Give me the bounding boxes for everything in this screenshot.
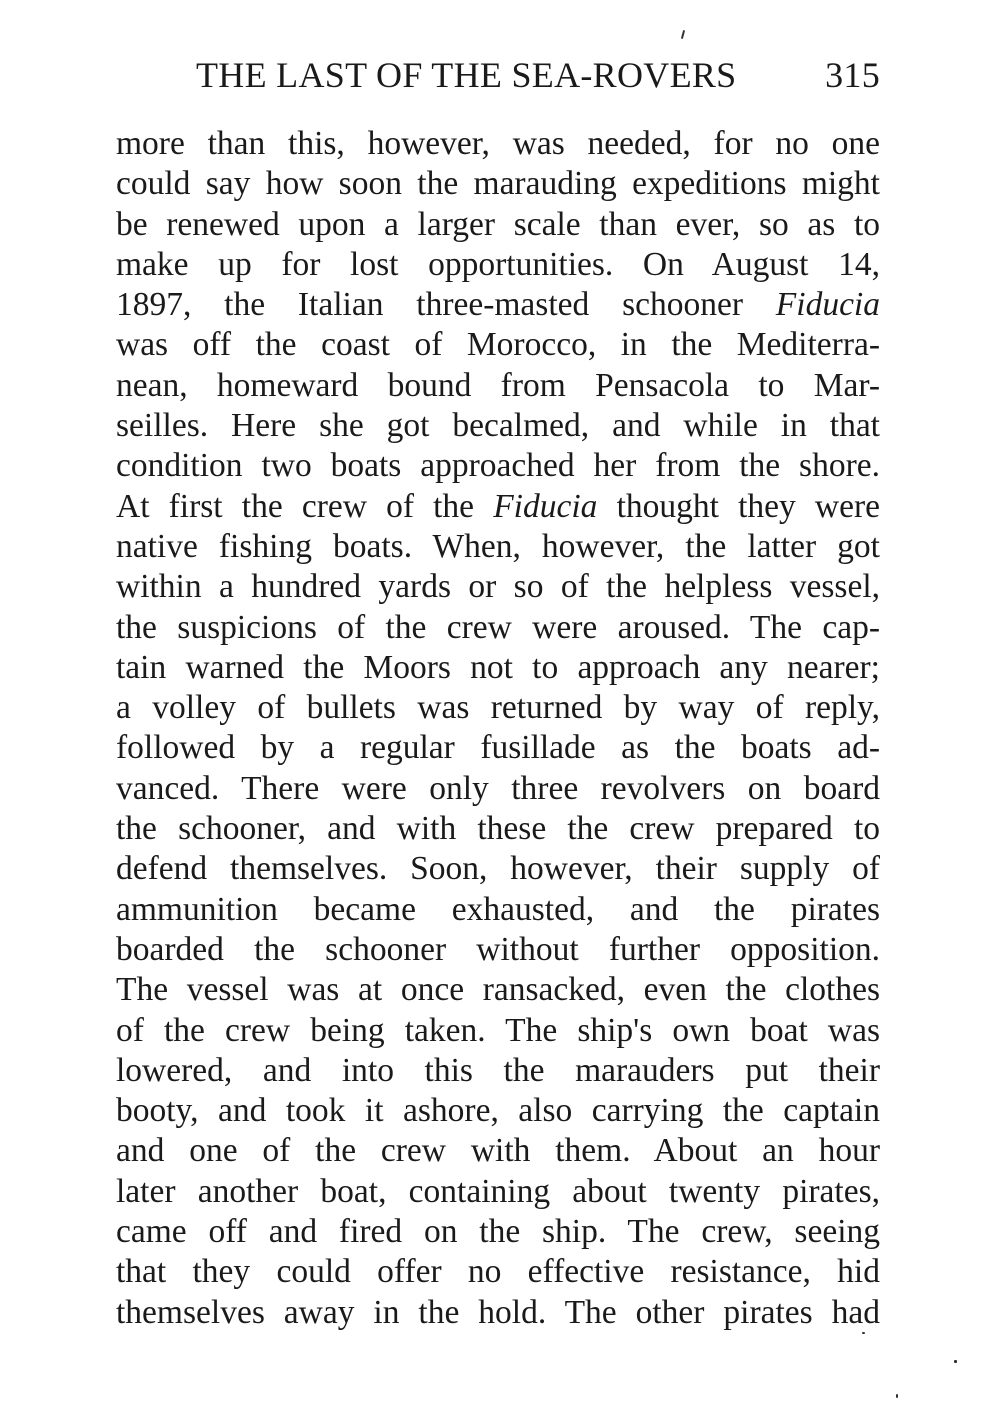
text-line: condition two boats approached her from the shore. [116, 447, 880, 485]
body-text [116, 124, 880, 1333]
text-line: be renewed upon a larger scale than ever, so as to [116, 205, 880, 243]
text-line: and one of the crew with them. About an hour [116, 1132, 880, 1170]
text-line: seilles. Here she got becalmed, and while in that [116, 407, 880, 445]
text-line: At first the crew of the Fiducia thought they were [116, 487, 880, 525]
text-line: later another boat, containing about twenty pirates, [116, 1172, 880, 1210]
text-line: could say how soon the marauding expeditions might [116, 165, 880, 203]
ship-name: Fiducia [775, 286, 880, 324]
text-line: the suspicions of the crew were aroused. The cap- [116, 608, 880, 646]
scan-speck [862, 1332, 865, 1334]
text-line: of the crew being taken. The ship's own boat was [116, 1011, 880, 1049]
text-line: boarded the schooner without further opposition. [116, 930, 880, 968]
text-line: followed by a regular fusillade as the boats ad- [116, 729, 880, 767]
text-line: make up for lost opportunities. On August 14, [116, 245, 880, 283]
scan-speck [954, 1360, 957, 1363]
text-line: booty, and took it ashore, also carrying the captain [116, 1092, 880, 1130]
text-line: lowered, and into this the marauders put their [116, 1051, 880, 1089]
text-line: the schooner, and with these the crew prepared to [116, 810, 880, 848]
page-number: 315 [825, 55, 880, 95]
text-line: was off the coast of Morocco, in the Mediterra- [116, 326, 880, 364]
ship-name: Fiducia [493, 487, 598, 525]
text-line: 1897, the Italian three-masted schooner Fiducia [116, 286, 880, 324]
text-line: within a hundred yards or so of the helpless vessel, [116, 568, 880, 606]
text-line: The vessel was at once ransacked, even the clothes [116, 971, 880, 1009]
text-line: ammunition became exhausted, and the pirates [116, 890, 880, 928]
text-line: a volley of bullets was returned by way of reply, [116, 689, 880, 727]
text-line: native fishing boats. When, however, the latter got [116, 527, 880, 565]
text-line: nean, homeward bound from Pensacola to Mar- [116, 366, 880, 404]
text-line: came off and fired on the ship. The crew, seeing [116, 1213, 880, 1251]
text-line: defend themselves. Soon, however, their supply of [116, 850, 880, 888]
scan-speck [681, 30, 685, 39]
text-line: more than this, however, was needed, for no one [116, 125, 880, 162]
text-line: vanced. There were only three revolvers on board [116, 769, 880, 807]
text-line: themselves away in the hold. The other pirates had [116, 1293, 880, 1331]
running-title: THE LAST OF THE SEA-ROVERS [196, 55, 737, 95]
scan-speck [896, 1394, 898, 1398]
text-line: that they could offer no effective resistance, hid [116, 1253, 880, 1291]
text-line: tain warned the Moors not to approach any nearer; [116, 648, 880, 686]
running-header [196, 54, 880, 102]
